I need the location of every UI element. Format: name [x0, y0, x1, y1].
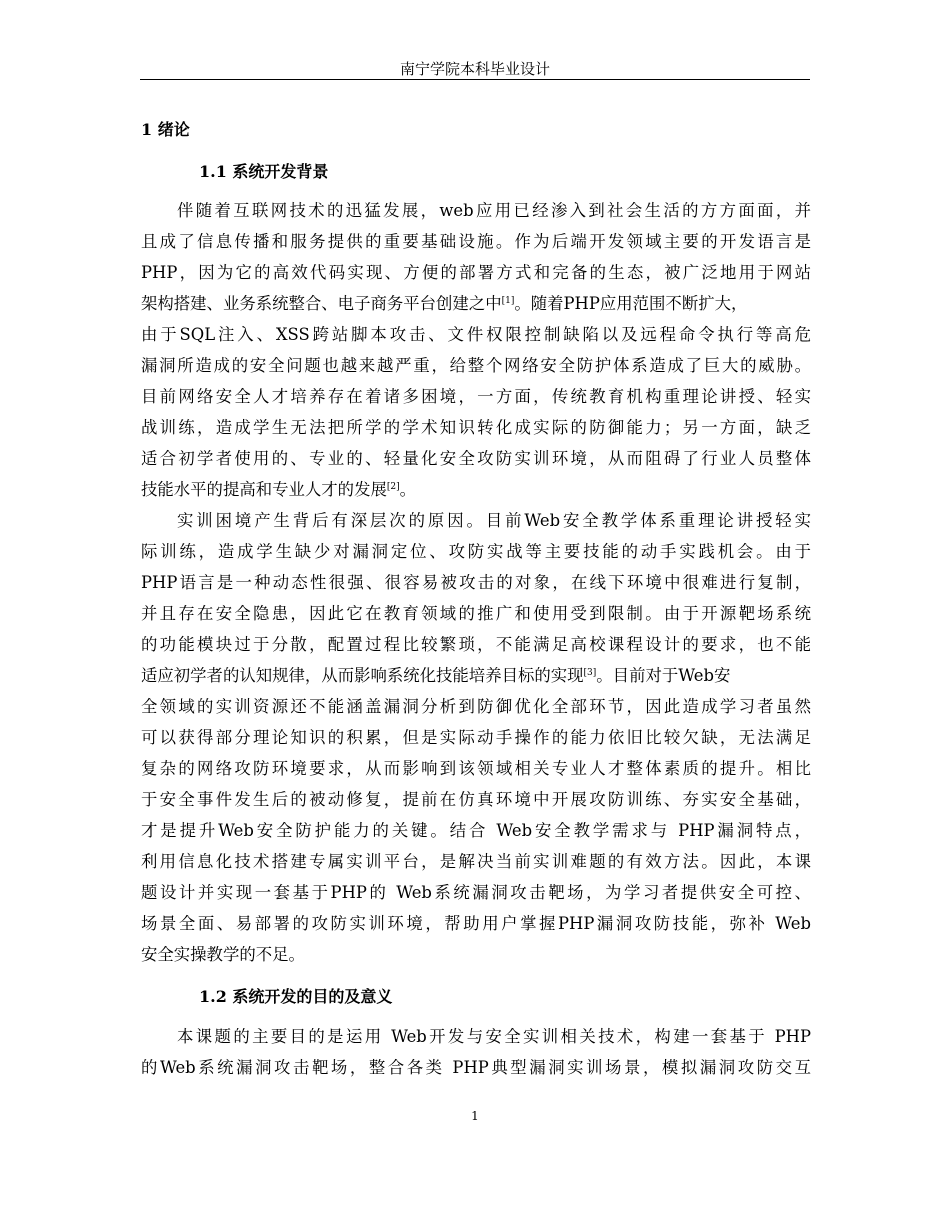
- paragraph-line: 题设计并实现一套基于PHP的 Web系统漏洞攻击靶场，为学习者提供安全可控、: [141, 883, 811, 902]
- paragraph-line: 安全实操教学的不足。: [141, 945, 305, 964]
- paragraph-line: 际训练，造成学生缺少对漏洞定位、攻防实战等主要技能的动手实践机会。由于: [141, 542, 811, 561]
- paragraph-line: 可以获得部分理论知识的积累，但是实际动手操作的能力依旧比较欠缺，无法满足: [141, 728, 811, 747]
- paragraph-line: 利用信息化技术搭建专属实训平台，是解决当前实训难题的有效方法。因此，本课: [141, 852, 811, 871]
- paragraph-line: 复杂的网络攻防环境要求，从而影响到该领域相关专业人才整体素质的提升。相比: [141, 759, 811, 778]
- paragraph-purpose-1: [141, 1021, 811, 1083]
- paragraph-line: 本课题的主要目的是运用 Web开发与安全实训相关技术，构建一套基于 PHP: [177, 1027, 811, 1046]
- paragraph-line: PHP，因为它的高效代码实现、方便的部署方式和完备的生态，被广泛地用于网站: [141, 263, 811, 282]
- page-number: 1: [471, 1109, 479, 1123]
- citation-ref: [3]: [583, 668, 597, 678]
- paragraph-text: 。目前对于Web安: [596, 666, 731, 685]
- paragraph-text: 。: [399, 480, 416, 499]
- paragraph-line: 的功能模块过于分散，配置过程比较繁琐，不能满足高校课程设计的要求，也不能: [141, 635, 811, 654]
- paragraph-line: 适合初学者使用的、专业的、轻量化安全攻防实训环境，从而阻碍了行业人员整体: [141, 449, 811, 468]
- paragraph-line: 由于SQL注入、XSS跨站脚本攻击、文件权限控制缺陷以及远程命令执行等高危: [141, 325, 811, 344]
- paragraph-line: PHP语言是一种动态性很强、很容易被攻击的对象，在线下环境中很难进行复制，: [141, 573, 811, 592]
- header-rule: [140, 79, 810, 80]
- chapter-heading: 1 绪论: [141, 120, 190, 139]
- paragraph-line: 并且存在安全隐患，因此它在教育领域的推广和使用受到限制。由于开源靶场系统: [141, 604, 811, 623]
- paragraph-background-1: [141, 195, 811, 505]
- citation-ref: [2]: [386, 482, 400, 492]
- paragraph-line: 场景全面、易部署的攻防实训环境，帮助用户掌握PHP漏洞攻防技能，弥补 Web: [141, 914, 811, 933]
- paragraph-line: [141, 474, 811, 505]
- page-header: 南宁学院本科毕业设计: [399, 60, 550, 78]
- paragraph-text: 。随着PHP应用范围不断扩大，: [514, 294, 748, 313]
- paragraph-line: 全领域的实训资源还不能涵盖漏洞分析到防御优化全部环节，因此造成学习者虽然: [141, 697, 811, 716]
- paragraph-line: 漏洞所造成的安全问题也越来越严重，给整个网络安全防护体系造成了巨大的威胁。: [141, 356, 811, 375]
- paragraph-line: 才是提升Web安全防护能力的关键。结合 Web安全教学需求与 PHP漏洞特点，: [141, 821, 811, 840]
- paragraph-line: 于安全事件发生后的被动修复，提前在仿真环境中开展攻防训练、夯实安全基础，: [141, 790, 811, 809]
- paragraph-line: 伴随着互联网技术的迅猛发展，web应用已经渗入到社会生活的方方面面，并: [177, 201, 811, 220]
- citation-ref: [1]: [501, 296, 515, 306]
- paragraph-line: 战训练，造成学生无法把所学的学术知识转化成实际的防御能力；另一方面，缺乏: [141, 418, 811, 437]
- paragraph-text: 适应初学者的认知规律，从而影响系统化技能培养目标的实现: [141, 666, 584, 685]
- paragraph-line: [141, 660, 811, 691]
- paragraph-line: 且成了信息传播和服务提供的重要基础设施。作为后端开发领域主要的开发语言是: [141, 232, 811, 251]
- paragraph-background-2: [141, 505, 811, 970]
- paragraph-text: 架构搭建、业务系统整合、电子商务平台创建之中: [141, 294, 502, 313]
- paragraph-line: 实训困境产生背后有深层次的原因。目前Web安全教学体系重理论讲授轻实: [177, 511, 811, 530]
- paragraph-line: 目前网络安全人才培养存在着诸多困境，一方面，传统教育机构重理论讲授、轻实: [141, 387, 811, 406]
- paragraph-text: 技能水平的提高和专业人才的发展: [141, 480, 387, 499]
- section-heading-1-1: 1.1 系统开发背景: [199, 162, 329, 181]
- section-heading-1-2: 1.2 系统开发的目的及意义: [199, 987, 393, 1006]
- paragraph-line: [141, 288, 811, 319]
- paragraph-line: 的Web系统漏洞攻击靶场，整合各类 PHP典型漏洞实训场景，模拟漏洞攻防交互: [141, 1058, 811, 1077]
